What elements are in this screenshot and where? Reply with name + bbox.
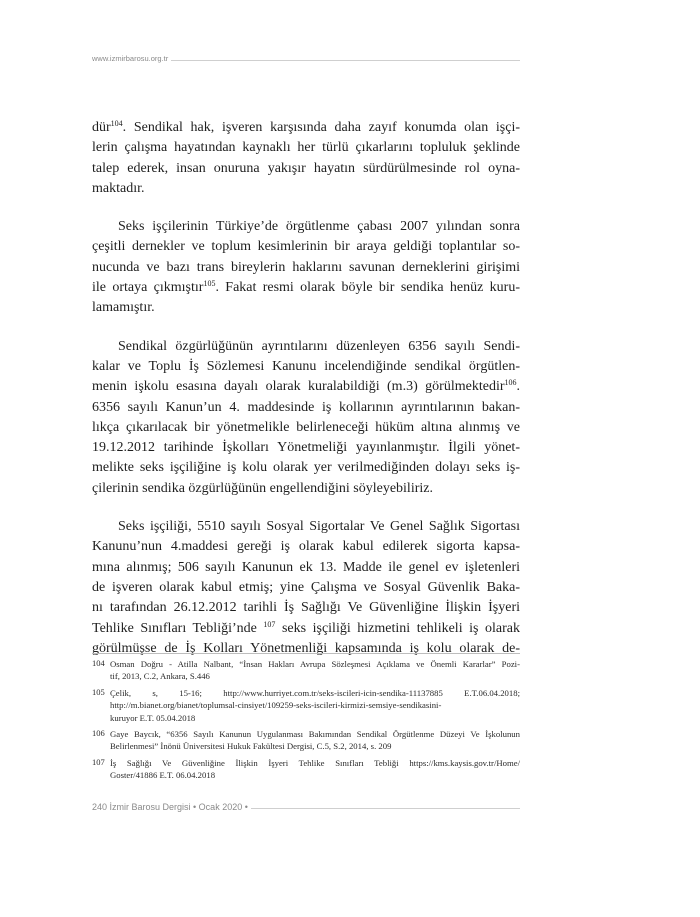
text-line [92,537,520,557]
paragraph [92,217,520,318]
text-line [92,578,520,598]
text-line [92,418,520,438]
line-text: 19.12.2012 tarihinde İşkolları Yönetmeliği yayınlanmıştır. İlgili yönet- [92,440,520,456]
paragraph [92,517,520,659]
footnote [92,728,520,753]
footnote-ref[interactable]: 106 [504,378,517,388]
line-text: Tehlike Sınıfları Tebliği’nde [92,620,264,636]
line-text: de işveren olarak kabul etmiş; yine Çalışma ve Sosyal Güvenlik Baka- [92,579,520,595]
text-line [92,598,520,618]
line-text: Seks işçiliği, 5510 sayılı Sosyal Sigortalar Ve Genel Sağlık Sigortası [118,519,520,535]
line-text: . Fakat resmi olarak böyle bir sendika henüz kuru- [215,280,521,296]
line-text: kalar ve Toplu İş Sözlemesi Kanunu incelendiğinde sendikal örgütlen- [92,358,520,374]
paragraph [92,118,520,199]
line-text: . Sendikal hak, işveren karşısında daha zayıf konumda olan işçi- [122,120,520,135]
text-line [92,138,520,158]
text-line [92,337,520,357]
text-line [92,179,520,199]
footnote-number: 104 [92,658,105,668]
line-text: . [516,379,520,395]
footnote-number: 106 [92,728,105,739]
footnote-separator [92,653,520,654]
footnote-number: 107 [92,756,105,767]
text-line [92,377,520,397]
text-line [92,217,520,237]
footnote-ref[interactable]: 107 [263,619,276,629]
line-text: talep ederek, insan onuruna yakışır hayatın sürdürülmesinde rol oyna- [92,160,520,176]
footnote-number: 105 [92,686,105,697]
line-text: nucunda ve bazı trans bireylerin haklarını savunan derneklerini girişimi [92,259,520,275]
footnotes [92,658,520,786]
line-text: lamamıştır. [92,300,155,316]
running-header [92,54,520,68]
text-line [92,237,520,257]
line-text: çilerinin sendika özgürlüğünün engellendiğini söyleyebiliriz. [92,480,433,496]
line-text: görülmüşse de İş Kolları Yönetmenliği kapsamında iş kolu olarak de- [92,640,520,656]
text-line [92,398,520,418]
footnote [92,687,520,724]
line-text: Seks işçilerinin Türkiye’de örgütlenme çabası 2007 yılından sonra [118,219,520,235]
text-line [92,258,520,278]
line-text: lerin çalışma hayatından kaynaklı her türlü çıkarlarını topluluk şeklinde [92,140,520,156]
line-text: 6356 sayılı Kanun’un 4. maddesinde iş kollarının ayrıntılarının bakan- [92,399,520,415]
line-text: maktadır. [92,180,145,196]
line-text: ile ortaya çıkmıştır [92,280,204,296]
line-text: çeşitli dernekler ve toplum kesimlerinin bir araya geldiği toplantılar so- [92,239,520,255]
text-line [92,357,520,377]
text-line [92,458,520,478]
line-text: Sendikal özgürlüğünün ayrıntılarını düzenleyen 6356 sayılı Sendi- [118,338,520,354]
text-line [92,298,520,318]
footnote-line: tif, 2013, C.2, Ankara, S.446 [110,671,210,682]
line-text: menin işkolu esasına dayalı olarak kuralabildiği (m.3) görülmektedir [92,379,505,395]
line-text: lıkça çıkarılacak bir yönetmelikle belirleneceği hüküm altına alınmış ve [92,419,520,435]
footnote-ref[interactable]: 104 [110,119,123,128]
text-line [92,118,520,138]
text-line [92,517,520,537]
line-text: mına alınmış; 506 sayılı Kanunun ek 13. Madde ile genel ev işletenleri [92,559,520,575]
text-line [92,438,520,458]
footnote-line: Belirlenmesi” İnönü Üniversitesi Hukuk Fakültesi Dergisi, C.5, S.2, 2014, s. 209 [110,741,392,752]
text-line [92,278,520,298]
footnote-line: Osman Doğru - Atilla Nalbant, “İnsan Hakları Avrupa Sözleşmesi Açıklama ve Önemli Kararlar” Pozi- [110,659,520,669]
line-text: dür [92,120,111,135]
footnote [92,658,520,683]
text-line [92,619,520,639]
footnote-ref[interactable]: 105 [203,279,216,289]
paragraph [92,337,520,499]
line-text: Kanunu’nun 4.maddesi gereği iş olarak kabul edilerek sigorta kapsa- [92,539,520,555]
footnote-line: http://m.bianet.org/bianet/toplumsal-cinsiyet/109259-seks-iscileri-kirmizi-semsiye-sendikasini- [110,700,442,711]
footnote-line: Goster/41886 E.T. 06.04.2018 [110,770,216,781]
text-line [92,639,520,659]
footnote [92,757,520,782]
footnote-line: Gaye Baycık, “6356 Sayılı Kanunun Uygulanması Bakımından Sendikal Örgütlenme Düzeyi Ve İşkolunun [110,729,520,740]
footer-text: 240 İzmir Barosu Dergisi • Ocak 2020 • [92,802,251,812]
footnote-line: kuruyor E.T. 05.04.2018 [110,712,196,723]
text-line [92,558,520,578]
running-footer [92,802,520,816]
line-text: nı tarafından 26.12.2012 tarihli İş Sağlığı Ve Güvenliğine İlişkin İşyeri [92,600,520,616]
line-text: melikte seks işçiliğine iş kolu olarak yer verilmediğinden dolayı seks iş- [92,460,520,476]
footnote-line: Çelik, s, 15-16; http://www.hurriyet.com.tr/seks-iscileri-icin-sendika-11137885 E.T.06.04.2018; [110,687,520,698]
header-url: www.izmirbarosu.org.tr [92,54,171,63]
text-line [92,159,520,179]
text-line [92,479,520,499]
body-text [92,118,520,677]
footnote-line: İş Sağlığı Ve Güvenliğine İlişkin İşyeri Tehlike Sınıfları Tebliği https://kms.kaysis.gov.tr/Home/ [110,757,520,768]
line-text: seks işçiliği hizmetini tehlikeli iş olarak [275,620,520,636]
